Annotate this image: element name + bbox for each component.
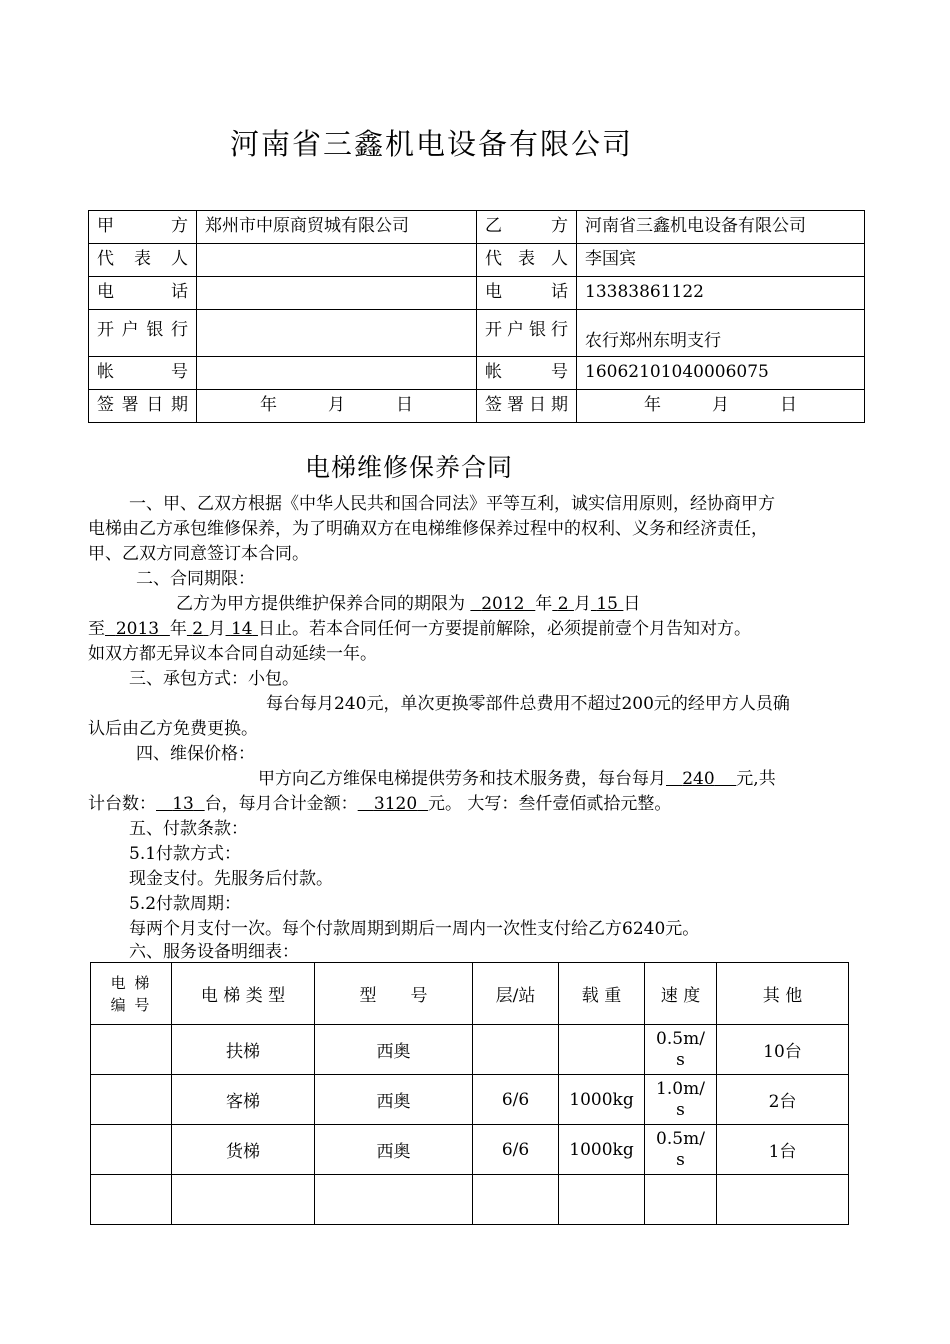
cell-floors bbox=[473, 1025, 559, 1075]
cell-other: 1台 bbox=[717, 1125, 849, 1175]
unit-price: 240 bbox=[682, 769, 715, 789]
header-elevator-type: 电 梯 类 型 bbox=[172, 963, 315, 1025]
cell-model bbox=[315, 1175, 473, 1225]
cell-floors: 6/6 bbox=[473, 1075, 559, 1125]
cell-type: 客梯 bbox=[172, 1075, 315, 1125]
date-label-a: 签署日期 bbox=[89, 390, 197, 423]
cell-load bbox=[559, 1025, 645, 1075]
year-char-2: 年 bbox=[169, 619, 187, 639]
cell-other bbox=[717, 1175, 849, 1225]
party-b-value: 河南省三鑫机电设备有限公司 bbox=[577, 211, 865, 244]
rep-label-b: 代 表 人 bbox=[477, 244, 577, 277]
cell-model: 西奥 bbox=[315, 1125, 473, 1175]
parties-row-bank bbox=[89, 310, 865, 357]
cell-load: 1000kg bbox=[559, 1125, 645, 1175]
table-row bbox=[91, 1025, 849, 1075]
bank-value-a bbox=[197, 310, 477, 357]
rep-label-a: 代 表 人 bbox=[89, 244, 197, 277]
phone-value-a bbox=[197, 277, 477, 310]
term-start-month: 2 bbox=[557, 594, 569, 614]
table-row bbox=[91, 1075, 849, 1125]
term-start-year: 2012 bbox=[481, 594, 525, 614]
clause-3-line-1: 每台每月240元，单次更换零部件总费用不超过200元的经甲方人员确 bbox=[266, 694, 790, 714]
parties-row-name bbox=[89, 211, 865, 244]
term-text: 乙方为甲方提供维护保养合同的期限为 bbox=[176, 594, 465, 614]
price-text-b: 元,共 bbox=[736, 769, 776, 789]
clause-3-heading: 三、承包方式：小包。 bbox=[129, 669, 299, 689]
table-row bbox=[91, 1125, 849, 1175]
clause-2-heading: 二、合同期限： bbox=[136, 569, 255, 589]
cell-other: 2台 bbox=[717, 1075, 849, 1125]
monthly-total: 3120 bbox=[373, 794, 418, 814]
clause-5-2-text: 每两个月支付一次。每个付款周期到期后一周内一次性支付给乙方6240元。 bbox=[129, 919, 700, 939]
account-label-b: 帐 号 bbox=[477, 357, 577, 390]
header-floors: 层/站 bbox=[473, 963, 559, 1025]
cell-model: 西奥 bbox=[315, 1025, 473, 1075]
header-speed: 速 度 bbox=[645, 963, 717, 1025]
parties-row-account bbox=[89, 357, 865, 390]
cell-other: 10台 bbox=[717, 1025, 849, 1075]
clause-2-end-line bbox=[88, 617, 751, 641]
rep-value-b: 李国宾 bbox=[577, 244, 865, 277]
cell-floors: 6/6 bbox=[473, 1125, 559, 1175]
phone-value-b: 13383861122 bbox=[577, 277, 865, 310]
header-model: 型 号 bbox=[315, 963, 473, 1025]
party-a-value: 郑州市中原商贸城有限公司 bbox=[197, 211, 477, 244]
cell-speed bbox=[645, 1175, 717, 1225]
term-end-day: 14 bbox=[230, 619, 253, 639]
bank-value-b: 农行郑州东明支行 bbox=[577, 310, 865, 357]
term-start-day: 15 bbox=[596, 594, 618, 614]
term-end-year: 2013 bbox=[115, 619, 160, 639]
clause-1-line-3: 甲、乙双方同意签订本合同。 bbox=[88, 544, 309, 564]
cell-floors bbox=[473, 1175, 559, 1225]
to-char: 至 bbox=[88, 619, 105, 639]
parties-row-date bbox=[89, 390, 865, 423]
parties-row-phone bbox=[89, 277, 865, 310]
cell-speed: 0.5m/ s bbox=[645, 1125, 717, 1175]
clause-1-line-1: 一、甲、乙双方根据《中华人民共和国合同法》平等互利，诚实信用原则，经协商甲方 bbox=[129, 494, 775, 514]
cell-load: 1000kg bbox=[559, 1075, 645, 1125]
total-text: 台，每月合计金额： bbox=[204, 794, 358, 814]
cell-speed: 0.5m/ s bbox=[645, 1025, 717, 1075]
cell-no bbox=[91, 1125, 172, 1175]
bank-label-b: 开户银行 bbox=[477, 310, 577, 357]
account-value-b: 16062101040006075 bbox=[577, 357, 865, 390]
header-other: 其 他 bbox=[717, 963, 849, 1025]
cell-type bbox=[172, 1175, 315, 1225]
cell-speed: 1.0m/ s bbox=[645, 1075, 717, 1125]
total-text-b: 元。 大写：叁仟壹佰贰拾元整。 bbox=[427, 794, 672, 814]
term-end-month: 2 bbox=[192, 619, 204, 639]
cell-load bbox=[559, 1175, 645, 1225]
rep-value-a bbox=[197, 244, 477, 277]
clause-2-renewal: 如双方都无异议本合同自动延续一年。 bbox=[88, 644, 377, 664]
contract-title: 电梯维修保养合同 bbox=[305, 453, 514, 482]
date-label-b: 签署日期 bbox=[477, 390, 577, 423]
month-char-2: 月 bbox=[208, 619, 226, 639]
cell-no bbox=[91, 1175, 172, 1225]
cell-model: 西奥 bbox=[315, 1075, 473, 1125]
clause-5-heading: 五、付款条款： bbox=[129, 819, 248, 839]
cell-no bbox=[91, 1075, 172, 1125]
phone-label-a: 电 话 bbox=[89, 277, 197, 310]
party-b-label: 乙 方 bbox=[477, 211, 577, 244]
clause-2-term-line bbox=[176, 592, 640, 616]
phone-label-b: 电 话 bbox=[477, 277, 577, 310]
table-row bbox=[91, 1175, 849, 1225]
count-text: 计台数： bbox=[88, 794, 156, 814]
equipment-table bbox=[90, 962, 849, 1225]
clause-5-1-text: 现金支付。先服务后付款。 bbox=[129, 869, 333, 889]
clause-1-line-2: 电梯由乙方承包维修保养，为了明确双方在电梯维修保养过程中的权利、义务和经济责任， bbox=[88, 519, 768, 539]
bank-label-a: 开户银行 bbox=[89, 310, 197, 357]
clause-4-heading: 四、维保价格： bbox=[136, 744, 255, 764]
party-a-label: 甲 方 bbox=[89, 211, 197, 244]
equipment-header-row bbox=[91, 963, 849, 1025]
price-text: 甲方向乙方维保电梯提供劳务和技术服务费，每台每月 bbox=[258, 769, 666, 789]
parties-table bbox=[88, 210, 865, 423]
cell-type: 货梯 bbox=[172, 1125, 315, 1175]
term-end-text: 日止。若本合同任何一方要提前解除，必须提前壹个月告知对方。 bbox=[257, 619, 751, 639]
clause-5-2-heading: 5.2付款周期： bbox=[129, 894, 242, 914]
header-elevator-number: 电 梯 编 号 bbox=[91, 963, 172, 1025]
clause-6-heading: 六、服务设备明细表： bbox=[129, 942, 299, 962]
clause-4-total-line bbox=[88, 792, 671, 816]
header-load: 载 重 bbox=[559, 963, 645, 1025]
cell-no bbox=[91, 1025, 172, 1075]
parties-row-representative bbox=[89, 244, 865, 277]
cell-type: 扶梯 bbox=[172, 1025, 315, 1075]
clause-3-line-2: 认后由乙方免费更换。 bbox=[88, 719, 258, 739]
year-char: 年 bbox=[535, 594, 553, 614]
clause-5-1-heading: 5.1付款方式： bbox=[129, 844, 242, 864]
date-value-a: 年 月 日 bbox=[197, 390, 477, 423]
account-value-a bbox=[197, 357, 477, 390]
date-value-b: 年 月 日 bbox=[577, 390, 865, 423]
account-label-a: 帐 号 bbox=[89, 357, 197, 390]
elevator-count: 13 bbox=[172, 794, 194, 814]
clause-4-price-line bbox=[258, 767, 776, 791]
day-char: 日 bbox=[623, 594, 641, 614]
month-char: 月 bbox=[573, 594, 591, 614]
company-title: 河南省三鑫机电设备有限公司 bbox=[230, 127, 634, 161]
